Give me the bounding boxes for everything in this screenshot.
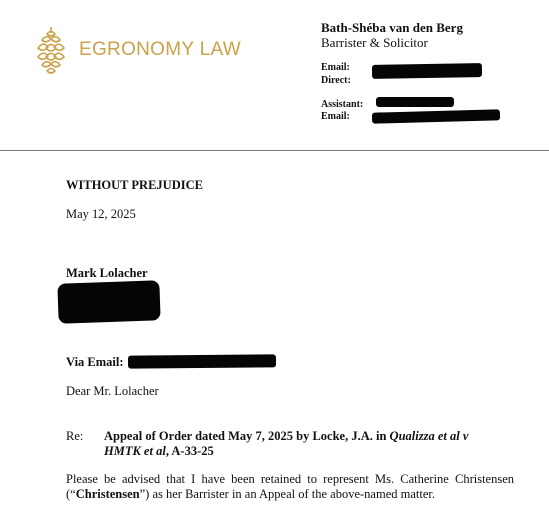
pinecone-icon	[33, 25, 69, 77]
firm-logo	[33, 25, 243, 77]
re-subject	[104, 429, 514, 459]
para-text-cont: ”) as her Barrister in an Appeal of the above-named matter.	[139, 487, 435, 501]
re-case-name-cont: HMTK et al	[104, 444, 166, 458]
assistant-label: Assistant:	[321, 99, 364, 110]
re-file-number: , A-33-25	[165, 444, 214, 458]
letter-date: May 12, 2025	[66, 207, 136, 221]
redaction-assistant	[376, 97, 454, 107]
via-email-label: Via Email:	[66, 355, 124, 369]
re-subject-text: Appeal of Order dated May 7, 2025 by Locke, J.A. in	[104, 429, 390, 443]
salutation: Dear Mr. Lolacher	[66, 384, 159, 398]
re-label: Re:	[66, 429, 84, 443]
sender-title: Barrister & Solicitor	[321, 35, 428, 50]
redaction-email-direct	[372, 63, 482, 79]
firm-name: EGRONOMY LAW	[79, 39, 241, 60]
recipient-name: Mark Lolacher	[66, 266, 148, 280]
para-text: Please be advised that I have been retained to represent Ms. Catherine Christensen (“	[66, 472, 514, 501]
para-defined-term: Christensen	[75, 487, 140, 501]
redaction-recipient-email	[128, 354, 276, 368]
re-case-name: Qualizza et al v	[389, 429, 469, 443]
direct-label: Direct:	[321, 75, 351, 86]
assistant-email-label: Email:	[321, 111, 350, 122]
sender-name: Bath-Shéba van den Berg	[321, 20, 463, 35]
redaction-assistant-email	[372, 109, 500, 123]
letter-heading: WITHOUT PREJUDICE	[66, 178, 203, 192]
header-divider	[0, 150, 549, 151]
redaction-recipient-address	[57, 280, 160, 324]
body-paragraph	[66, 472, 514, 502]
email-label: Email:	[321, 62, 350, 73]
